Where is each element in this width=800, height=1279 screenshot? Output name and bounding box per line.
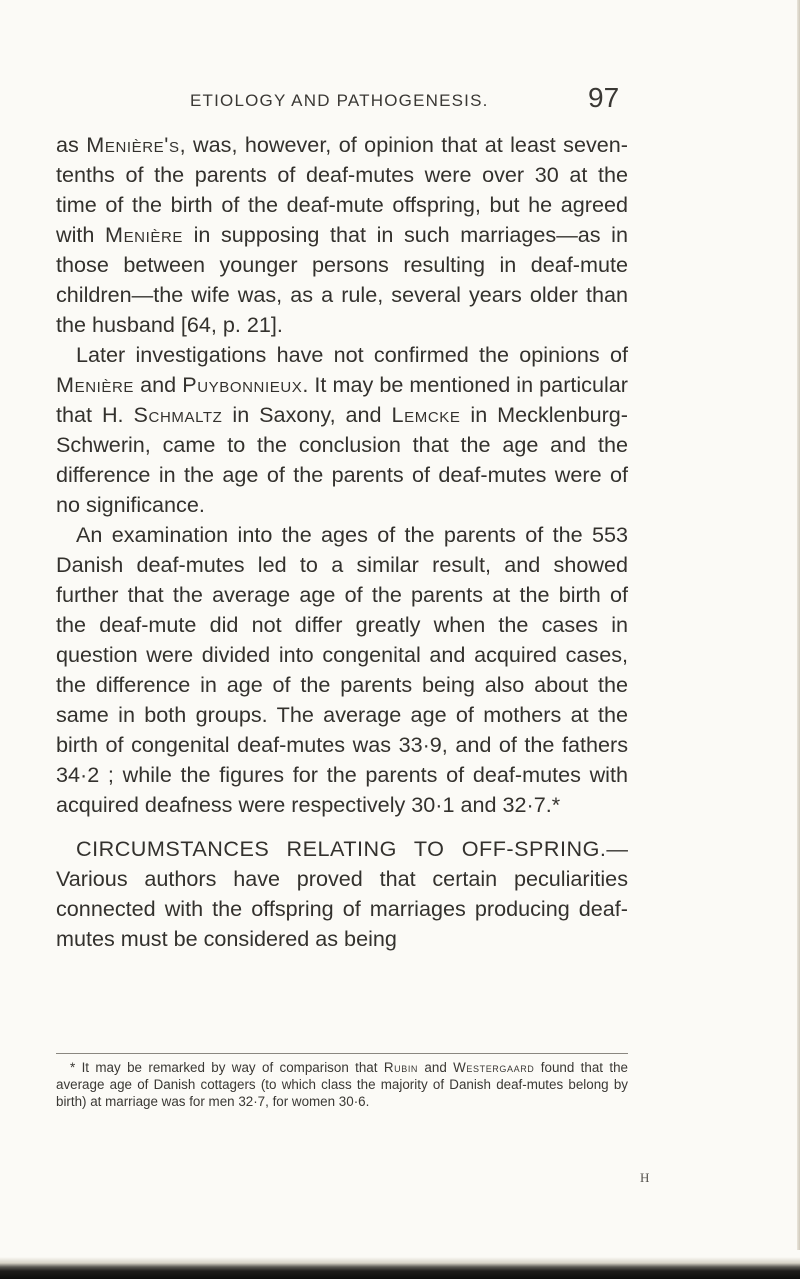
signature-mark: H	[640, 1170, 650, 1185]
author-name: Menière	[56, 372, 135, 397]
paragraph-3: An examination into the ages of the parents of the 553 Danish deaf-mutes led to a similar result, and showed further that the average age of the parents at the birth of the deaf-mute did not differ greatly when the cases in question were divided into congenital and acquired cases, the difference in age of the parents being also about the same in both groups. The average age of mothers at the birth of congenital deaf-mutes was 33·9, and of the fathers 34·2 ; while the figures for the parents of deaf-mutes with acquired deafness were respectively 30·1 and 32·7.*	[56, 522, 628, 817]
running-head: ETIOLOGY AND PATHOGENESIS.	[190, 91, 489, 110]
paragraph-4: CIRCUMSTANCES RELATING TO OFF-SPRING.—Various authors have proved that certain peculiarities connected with the offspring of marriages producing deaf-mutes must be considered as being	[56, 836, 628, 951]
scan-bottom-edge	[0, 1257, 800, 1279]
author-name: Westergaard	[453, 1060, 535, 1075]
body-text	[56, 130, 628, 954]
footnote-divider	[56, 1053, 628, 1054]
author-name: Puybonnieux	[182, 372, 303, 397]
author-name: Menière	[104, 222, 184, 247]
author-name: Lemcke	[391, 402, 461, 427]
page-number: 97	[588, 82, 620, 113]
author-name: Menière's	[86, 132, 180, 157]
author-name: Schmaltz	[133, 402, 223, 427]
paragraph-2: Later investigations have not confirmed the opinions of Menière and Puybonnieux. It may be mentioned in particular that H. Schmaltz in Saxony, and Lemcke in Mecklenburg-Schwerin, came to the conclusion that the age and the difference in the age of the parents of deaf-mutes were of no significance.	[56, 342, 628, 517]
paragraph-1: as Menière's, was, however, of opinion that at least seven-tenths of the parents of deaf-mutes were over 30 at the time of the birth of the deaf-mute offspring, but he agreed with Menière in supposing that in such marriages—as in those between younger persons resulting in deaf-mute children—the wife was, as a rule, several years older than the husband [64, p. 21].	[56, 132, 628, 337]
author-name: Rubin	[383, 1060, 419, 1075]
footnote-text: * It may be remarked by way of comparison that Rubin and Westergaard found that the average age of Danish cottagers (to which class the majority of Danish deaf-mutes belong by birth) at marriage was for men 32·7, for women 30·6.	[56, 1060, 628, 1109]
footnote	[56, 1059, 628, 1110]
section-heading: CIRCUMSTANCES RELATING TO OFF-SPRING.	[76, 836, 607, 861]
